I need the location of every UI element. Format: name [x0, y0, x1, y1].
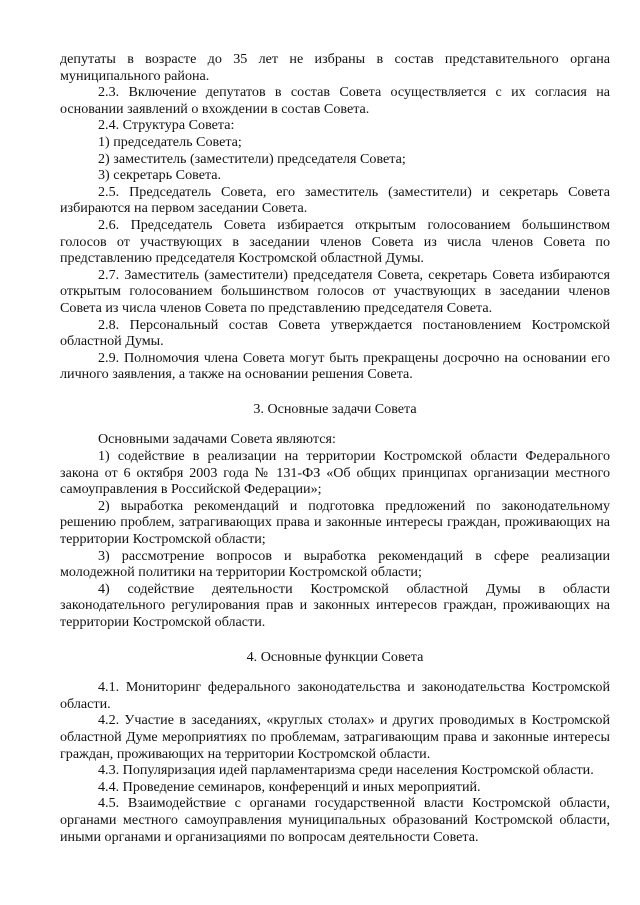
document-page [60, 51, 610, 845]
clause-4-5: 4.5. Взаимодействие с органами государственной власти Костромской области, органами местного самоуправления муниципальных образований Костромской области, иными органами и организациями по вопросам деятельности Совета. [60, 795, 610, 845]
tasks-intro: Основными задачами Совета являются: [98, 431, 336, 448]
clause-2-5: 2.5. Председатель Совета, его заместитель (заместители) и секретарь Совета избираются на первом заседании Совета. [60, 183, 610, 217]
clause-2-6: 2.6. Председатель Совета избирается открытым голосованием большинством голосов от участвующих в заседании членов Совета из числа членов Совета по представлению председателя Костромской областной Думы. [60, 216, 610, 267]
clause-4-3: 4.3. Популяризация идей парламентаризма среди населения Костромской области. [98, 762, 594, 779]
clause-2-4: 2.4. Структура Совета: [98, 117, 235, 134]
structure-item-2: 2) заместитель (заместители) председателя Совета; [98, 150, 406, 167]
clause-2-3: 2.3. Включение депутатов в состав Совета осуществляется с их согласия на основании заявлений о вхождении в состав Совета. [60, 84, 610, 117]
task-item-1: 1) содействие в реализации на территории Костромской области Федерального закона от 6 октября 2003 года № 131-ФЗ «Об общих принципах организации местного самоуправления в Российской Федерации»; [60, 448, 610, 498]
task-item-3: 3) рассмотрение вопросов и выработка рекомендаций в сфере реализации молодежной политики на территории Костромской области; [60, 547, 610, 581]
clause-2-8: 2.8. Персональный состав Совета утверждается постановлением Костромской областной Думы. [60, 316, 610, 350]
section-3-heading: 3. Основные задачи Совета [253, 400, 417, 417]
clause-2-9: 2.9. Полномочия члена Совета могут быть прекращены досрочно на основании его личного заявления, а также на основании решения Совета. [60, 349, 610, 383]
task-item-2: 2) выработка рекомендаций и подготовка предложений по законодательному решению проблем, затрагивающих права и законные интересы граждан, проживающих на территории Костромской области; [60, 497, 610, 548]
clause-4-1: 4.1. Мониторинг федерального законодательства и законодательства Костромской области. [60, 679, 610, 712]
structure-item-3: 3) секретарь Совета. [98, 167, 222, 184]
clause-4-4: 4.4. Проведение семинаров, конференций и иных мероприятий. [98, 778, 481, 795]
structure-item-1: 1) председатель Совета; [98, 133, 242, 150]
clause-4-2: 4.2. Участие в заседаниях, «круглых столах» и других проводимых в Костромской областной Думе мероприятиях по проблемам, затрагивающим права и законные интересы граждан, проживающих на территории Костромской области. [60, 712, 610, 762]
opening-paragraph: депутаты в возрасте до 35 лет не избраны в состав представительного органа муниципального района. [60, 51, 610, 84]
task-item-4: 4) содействие деятельности Костромской областной Думы в области законодательного регулирования прав и законных интересов граждан, проживающих на территории Костромской области. [60, 580, 610, 630]
clause-2-7: 2.7. Заместитель (заместители) председателя Совета, секретарь Совета избираются открытым голосованием большинством голосов от участвующих в заседании членов Совета из числа членов Совета по представлению председателя Совета. [60, 266, 610, 316]
section-4-heading: 4. Основные функции Совета [246, 648, 424, 665]
